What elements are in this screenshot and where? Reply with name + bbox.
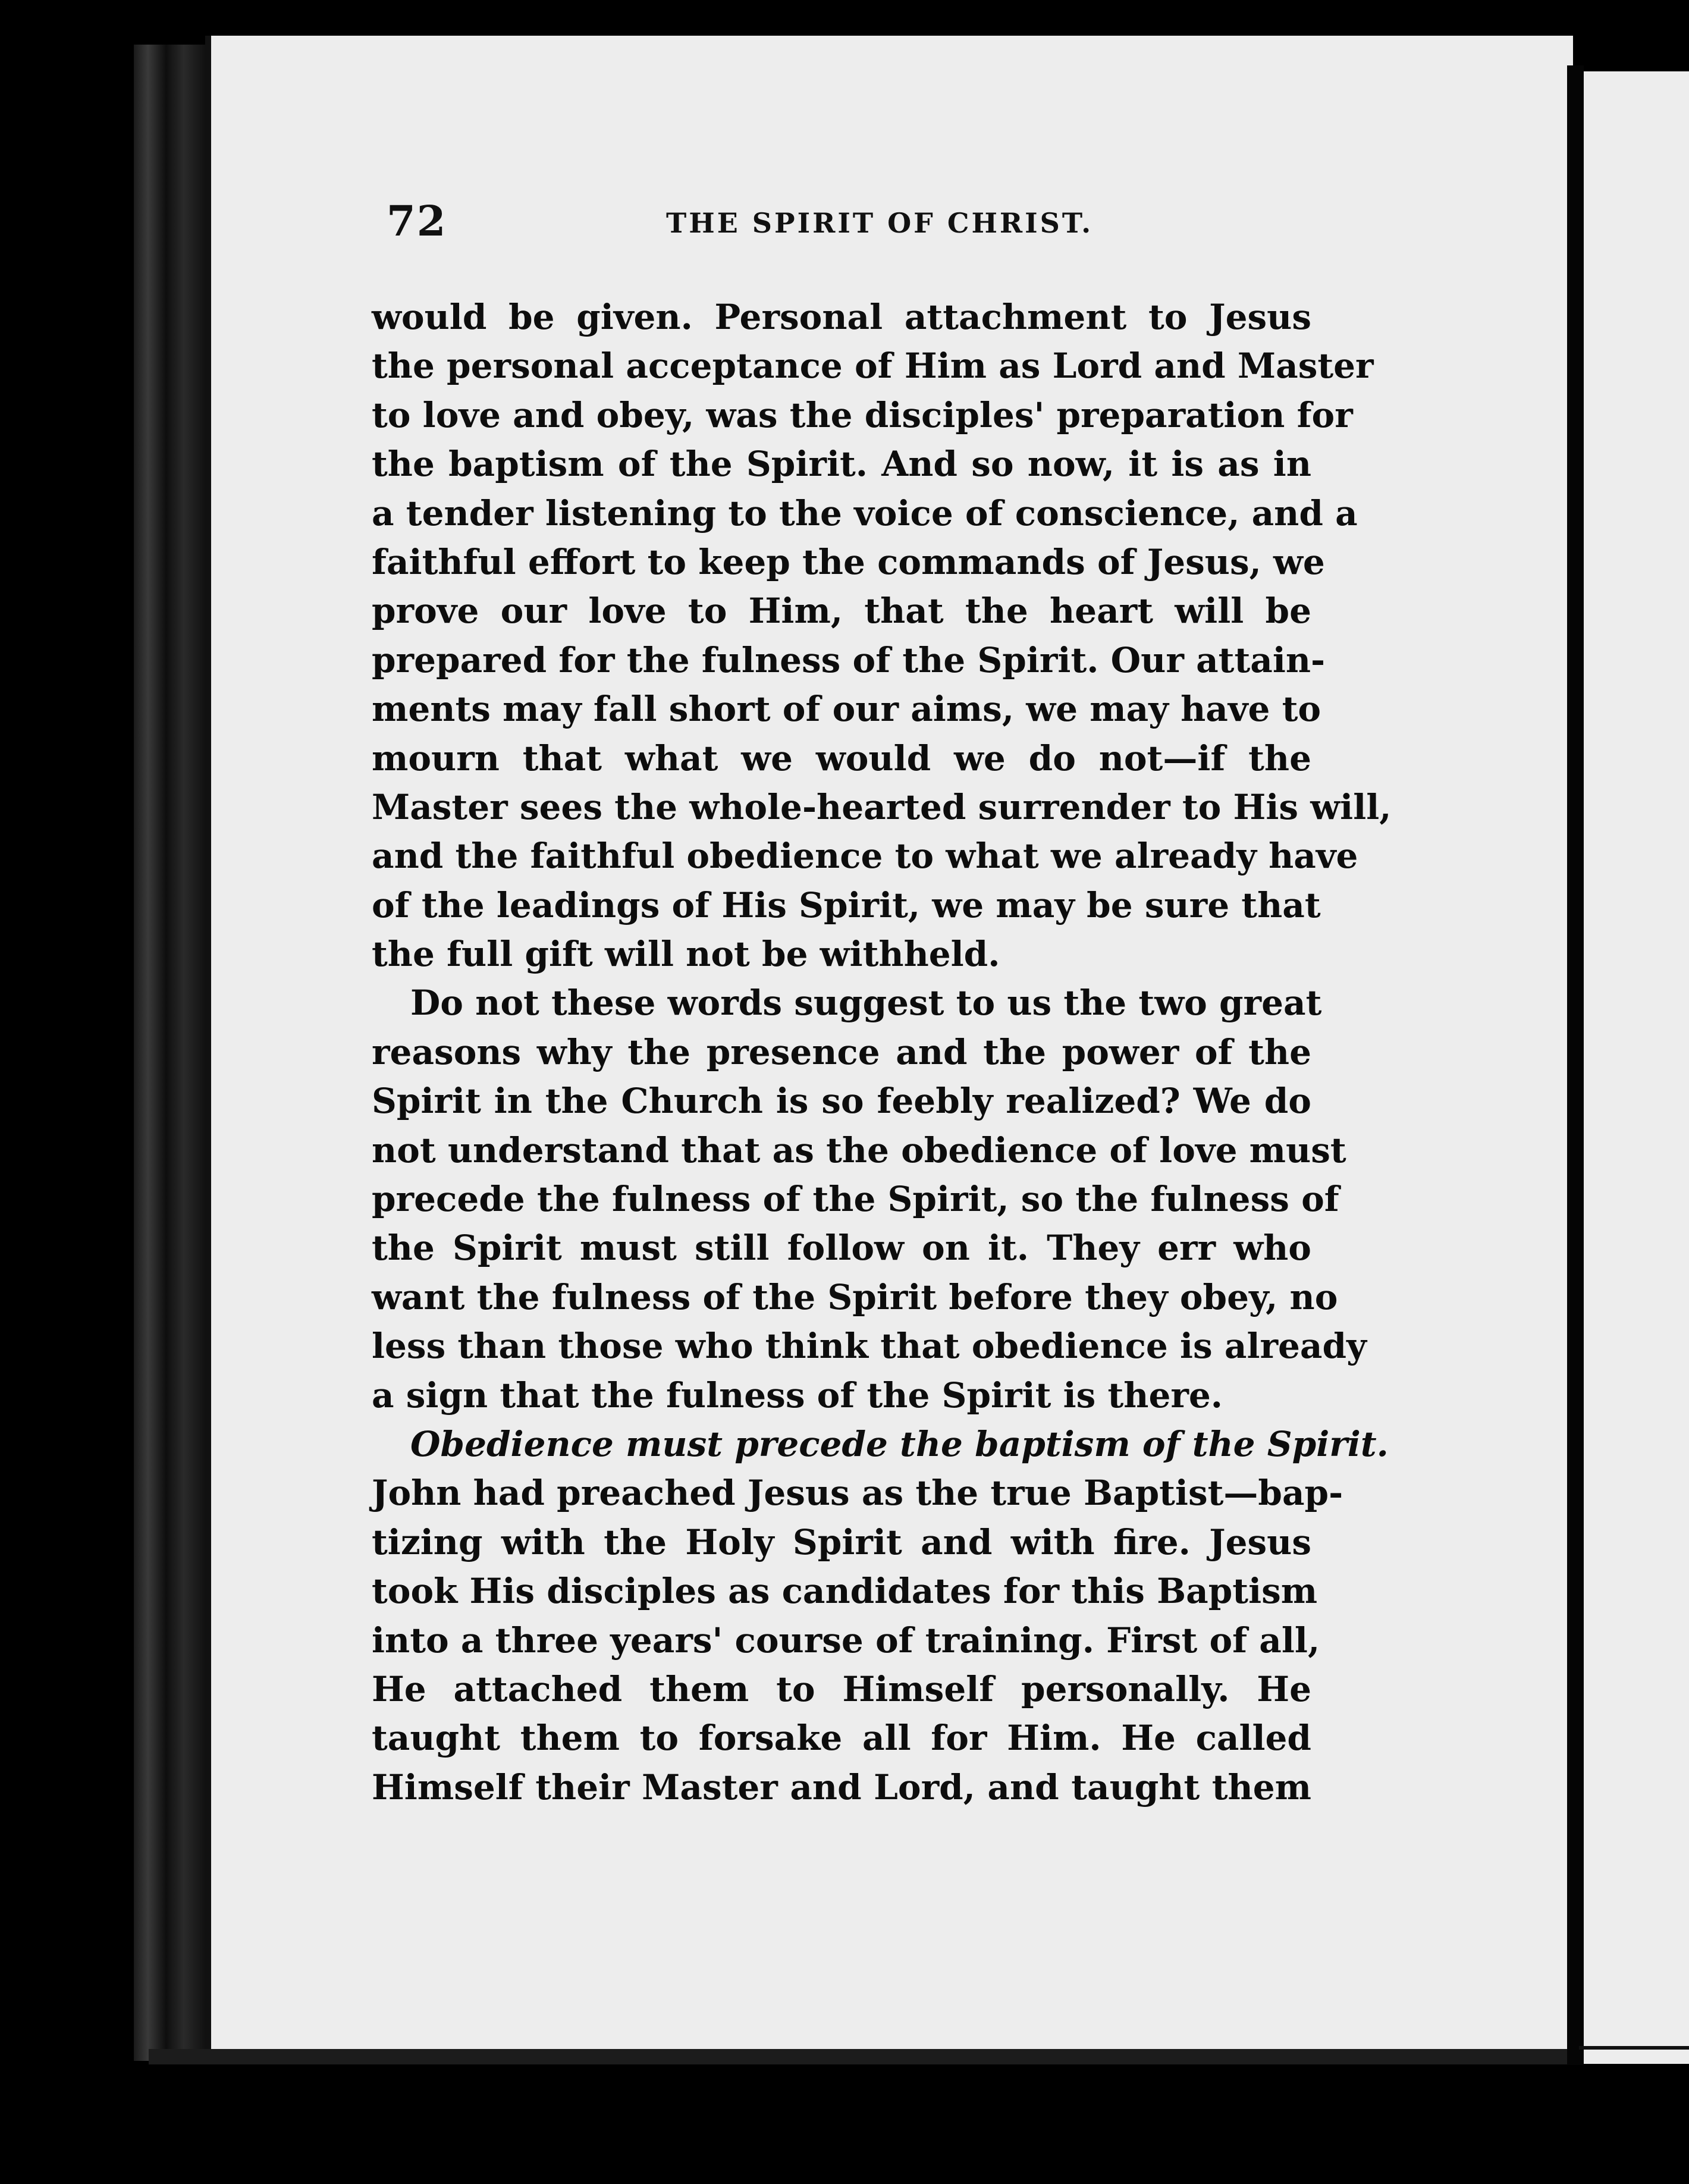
text-line: the personal acceptance of Him as Lord and Master	[372, 346, 1374, 387]
page-number: 72	[387, 196, 447, 246]
running-head	[387, 196, 1314, 250]
text-line: a sign that the fulness of the Spirit is there.	[372, 1375, 1223, 1416]
text-line: mourn that what we would we do not—if the	[372, 738, 1311, 779]
text-line: of the leadings of His Spirit, we may be sure that	[372, 884, 1321, 925]
text-line: Himself their Master and Lord, and taught them	[372, 1766, 1311, 1808]
text-line: prepared for the fulness of the Spirit. Our attain-	[372, 639, 1326, 680]
text-line: not understand that as the obedience of love must	[372, 1129, 1346, 1171]
text-line: reasons why the presence and the power of the	[372, 1031, 1311, 1072]
text-line: He attached them to Himself personally. He	[372, 1668, 1311, 1709]
text-line: tizing with the Holy Spirit and with fire. Jesus	[372, 1521, 1311, 1562]
adjacent-page-edge	[1579, 2046, 1689, 2050]
text-line: to love and obey, was the disciples' preparation for	[372, 394, 1353, 435]
text-line: the full gift will not be withheld.	[372, 934, 1000, 975]
adjacent-page	[1584, 71, 1689, 2064]
text-line: a tender listening to the voice of conscience, and a	[372, 492, 1358, 534]
page-gutter	[1567, 65, 1584, 2065]
text-line: faithful effort to keep the commands of Jesus, we	[372, 541, 1325, 582]
text-line: Spirit in the Church is so feebly realized? We do	[372, 1081, 1311, 1122]
text-line: and the faithful obedience to what we already have	[372, 836, 1358, 877]
book-spine	[134, 45, 205, 2061]
text-line: would be given. Personal attachment to Jesus	[372, 297, 1311, 337]
body-text	[372, 293, 1392, 1812]
text-line: ments may fall short of our aims, we may have to	[372, 689, 1321, 730]
text-line: took His disciples as candidates for this Baptism	[372, 1571, 1318, 1612]
text-line: John had preached Jesus as the true Baptist—bap-	[372, 1473, 1343, 1514]
text-line: Master sees the whole-hearted surrender to His will,	[372, 786, 1392, 827]
text-line: Do not these words suggest to us the two great	[410, 983, 1322, 1024]
italic-heading: Obedience must precede the baptism of the Spirit.	[410, 1423, 1389, 1464]
text-line: taught them to forsake all for Him. He called	[372, 1718, 1311, 1759]
text-line: prove our love to Him, that the heart will be	[372, 591, 1311, 632]
text-line: the baptism of the Spirit. And so now, it is as in	[372, 444, 1311, 485]
text-line: precede the fulness of the Spirit, so the fulness of	[372, 1179, 1339, 1220]
text-line: into a three years' course of training. First of all,	[372, 1620, 1320, 1661]
text-line: want the fulness of the Spirit before they obey, no	[372, 1276, 1338, 1317]
text-line: less than those who think that obedience is already	[372, 1326, 1367, 1367]
text-line-italic-lead	[372, 1420, 1389, 1468]
text-line: the Spirit must still follow on it. They err who	[372, 1228, 1311, 1269]
header-title: THE SPIRIT OF CHRIST.	[666, 207, 1094, 239]
page-bottom-edge	[149, 2049, 1573, 2064]
